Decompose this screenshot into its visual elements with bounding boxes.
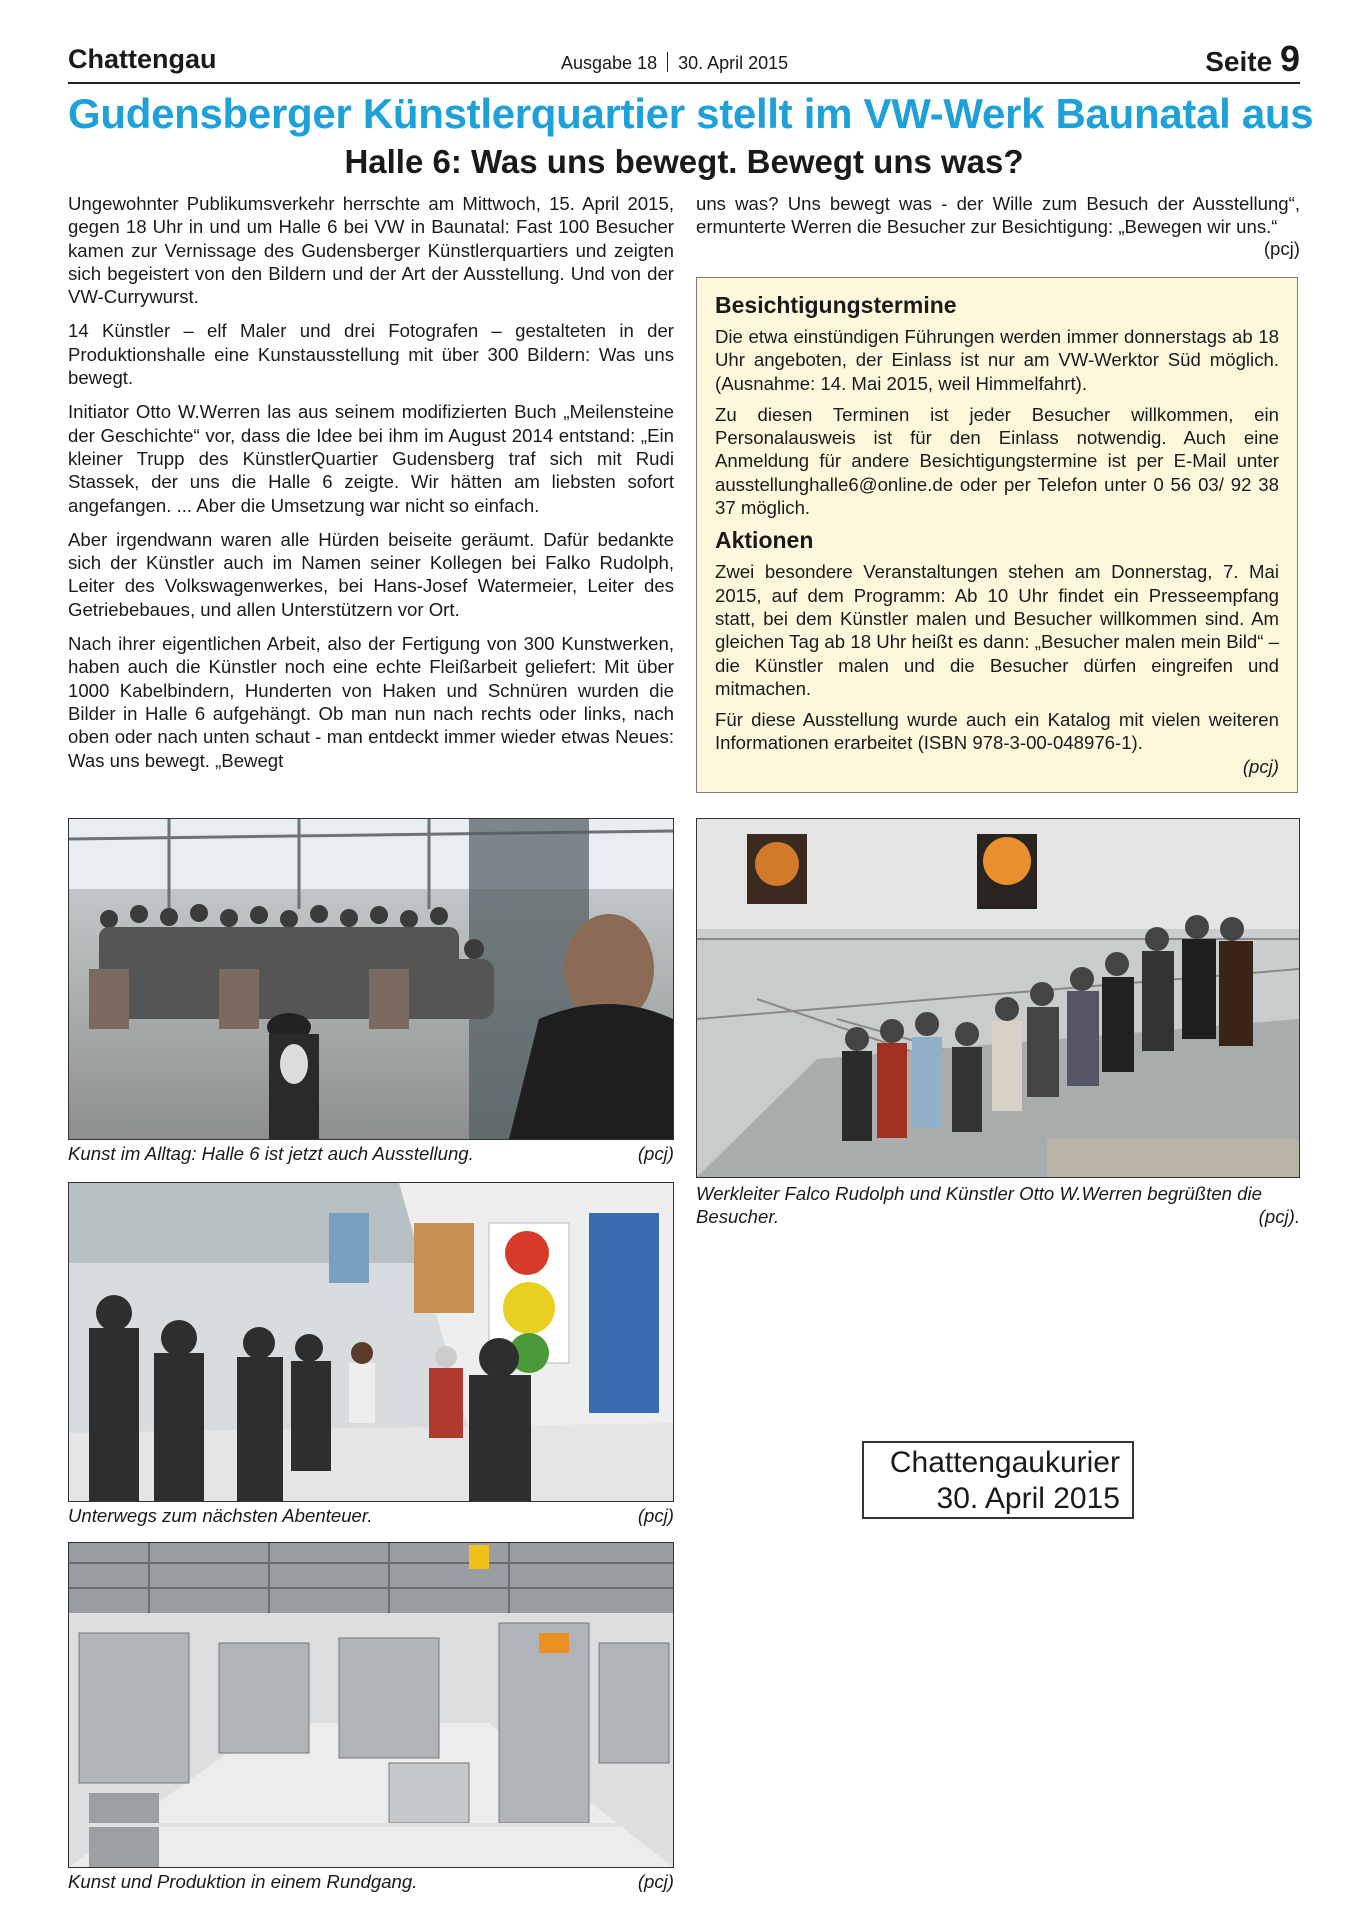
caption-text: Unterwegs zum nächsten Abenteuer. xyxy=(68,1505,373,1526)
subheadline: Halle 6: Was uns bewegt. Bewegt uns was? xyxy=(344,143,1024,180)
issue-number: Ausgabe 18 xyxy=(561,53,658,73)
page-word: Seite xyxy=(1205,46,1273,77)
photo-production-hall xyxy=(68,1542,674,1868)
section-name: Chattengau xyxy=(68,44,217,74)
photo-crowd xyxy=(68,818,674,1140)
page-number: 9 xyxy=(1279,38,1300,79)
caption-text: Werkleiter Falco Rudolph und Künstler Otto W.Werren begrüßten die Besucher. xyxy=(696,1183,1262,1227)
issue-separator xyxy=(667,52,668,72)
caption-text: Kunst im Alltag: Halle 6 ist jetzt auch Ausstellung. xyxy=(68,1143,474,1164)
photo-crowd-caption xyxy=(68,1142,674,1165)
photo-production-hall-caption xyxy=(68,1870,674,1893)
source-stamp xyxy=(862,1441,1134,1519)
article-paragraph: Aber irgendwann waren alle Hürden beiseite geräumt. Dafür bedankte sich der Künstler auch im Namen seiner Kollegen bei Falko Rudolph, Leiter des Volkswagenwerkes, bei Hans-Josef Watermeier, Leiter des Getriebebaues, und allen Unterstützern vor Ort. xyxy=(68,528,674,620)
info-box xyxy=(696,277,1298,793)
info-heading-actions: Aktionen xyxy=(715,527,814,554)
photo-group-stairs xyxy=(696,818,1300,1178)
page-label xyxy=(1205,38,1300,80)
caption-credit: (pcj) xyxy=(637,1143,674,1164)
info-credit: (pcj) xyxy=(1242,755,1279,777)
info-paragraph: Die etwa einstündigen Führungen werden immer donnerstags ab 18 Uhr angeboten, der Einlass ist nur am VW-Werktor Süd möglich. (Ausnahme: 14. Mai 2015, weil Himmelfahrt). xyxy=(715,326,1279,394)
caption-credit: (pcj) xyxy=(637,1505,674,1526)
issue-line xyxy=(561,52,788,74)
masthead xyxy=(68,38,1300,84)
stamp-date: 30. April 2015 xyxy=(936,1482,1120,1515)
info-paragraph: Zu diesen Terminen ist jeder Besucher willkommen, ein Personalausweis ist für den Einlass notwendig. Auch eine Anmeldung für andere Besichtigungstermine ist per E-Mail unter ausstellunghalle6@online.de oder per Telefon unter 0 56 03/ 92 38 37 möglich. xyxy=(715,403,1279,519)
caption-credit: (pcj). xyxy=(1258,1206,1300,1227)
photo-production-hall-image xyxy=(69,1543,673,1867)
stamp-publication: Chattengaukurier xyxy=(889,1446,1120,1479)
article-credit: (pcj) xyxy=(1263,237,1300,259)
article-column-left xyxy=(68,192,674,783)
headline: Gudensberger Künstlerquartier stellt im VW-Werk Baunatal aus xyxy=(68,90,1314,137)
caption-text: Kunst und Produktion in einem Rundgang. xyxy=(68,1871,418,1892)
photo-crowd-image xyxy=(69,819,673,1139)
article-paragraph: 14 Künstler – elf Maler und drei Fotografen – gestalteten in der Produktionshalle eine Kunstausstellung mit über 300 Bildern: Was uns bewegt. xyxy=(68,320,674,389)
article-paragraph: Initiator Otto W.Werren las aus seinem modifizierten Buch „Meilensteine der Geschichte“ vor, dass die Idee bei ihm im August 2014 entstand: „Ein kleiner Trupp des KünstlerQuartier Gudensberg traf sich mit Rudi Stassek, der uns die Halle 6 zeigte. Wir hätten am liebsten sofort angefangen. ... Aber die Umsetzung war nicht so einfach. xyxy=(68,401,674,516)
photo-walk-gallery xyxy=(68,1182,674,1502)
article-column-right xyxy=(696,192,1300,260)
info-paragraph: Für diese Ausstellung wurde auch ein Katalog mit vielen weiteren Informationen erarbeitet (ISBN 978-3-00-048976-1). xyxy=(715,709,1279,754)
photo-group-stairs-caption xyxy=(696,1182,1300,1228)
info-paragraph: Zwei besondere Veranstaltungen stehen am Donnerstag, 7. Mai 2015, auf dem Programm: Ab 10 Uhr findet ein Presseempfang statt, bei dem Künstler malen und Besucher willkommen sind. Am gleichen Tag ab 18 Uhr heißt es dann: „Besucher malen mein Bild“ – die Künstler malen und die Besucher dürfen eingreifen und mitmachen. xyxy=(715,561,1279,699)
article-paragraph: Nach ihrer eigentlichen Arbeit, also der Fertigung von 300 Kunstwerken, haben auch die Künstler noch eine echte Fleißarbeit geliefert: Mit über 1000 Kabelbindern, Hunderten von Haken und Schnüren wurden die Bilder in Halle 6 aufgehängt. Ob man nun nach rechts oder links, nach oben oder nach unten schaut - man entdeckt immer wieder etwas Neues: Was uns bewegt. „Bewegt xyxy=(68,633,674,771)
photo-walk-gallery-image xyxy=(69,1183,673,1501)
photo-walk-gallery-caption xyxy=(68,1504,674,1527)
article-paragraph: Ungewohnter Publikumsverkehr herrschte am Mittwoch, 15. April 2015, gegen 18 Uhr in und um Halle 6 bei VW in Baunatal: Fast 100 Besucher kamen zur Vernissage des Gudensberger Künstlerquartiers und zeigten sich begeistert von den Bildern und der Art der Ausstellung. Und von der VW-Currywurst. xyxy=(68,193,674,308)
caption-credit: (pcj) xyxy=(637,1871,674,1892)
issue-date: 30. April 2015 xyxy=(678,53,789,73)
article-continuation: uns was? Uns bewegt was - der Wille zum Besuch der Ausstellung“, ermunterte Werren die Besucher zur Besichtigung: „Bewegen wir uns.“ xyxy=(696,193,1300,238)
info-heading-visits: Besichtigungstermine xyxy=(715,292,957,318)
photo-group-stairs-image xyxy=(697,819,1299,1177)
